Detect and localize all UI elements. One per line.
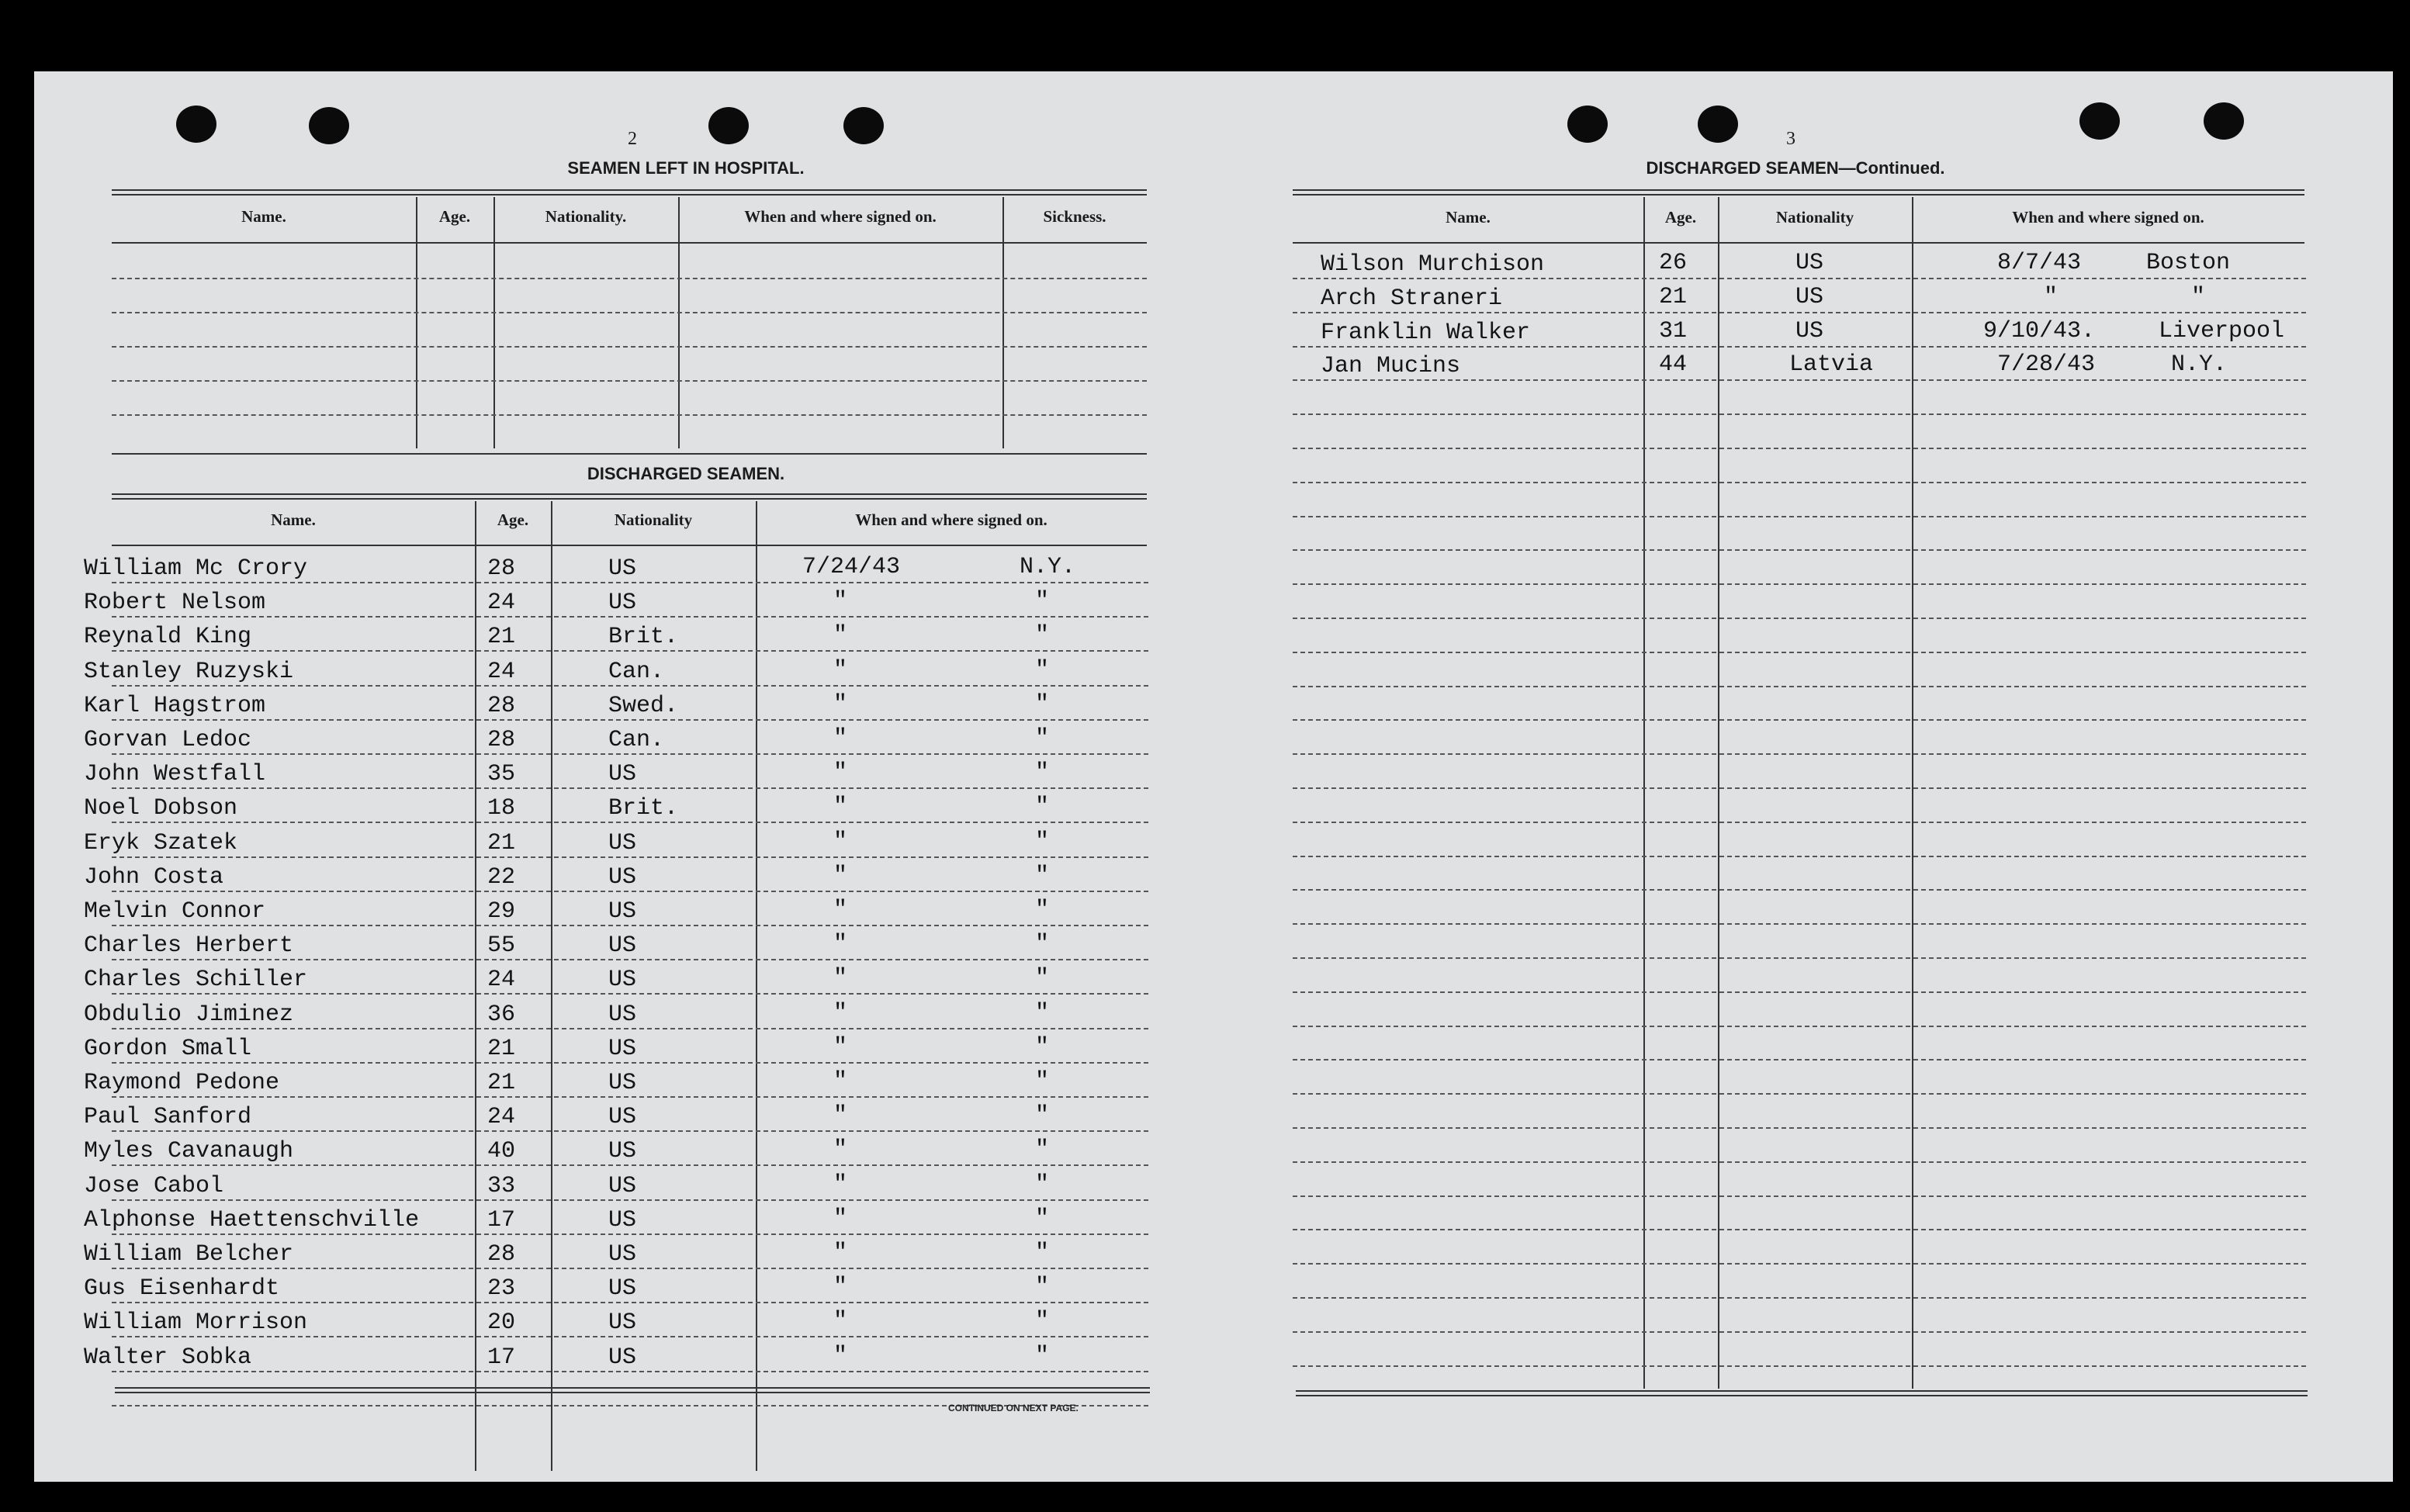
row-rule	[1293, 719, 2306, 721]
signed-on-date: "	[833, 759, 848, 786]
row-rule	[1293, 652, 2306, 653]
row-rule	[1293, 482, 2306, 483]
discharged-header-name: Name.	[271, 510, 316, 529]
signed-on-date: "	[2044, 284, 2059, 310]
row-rule	[112, 856, 1148, 858]
row-rule	[112, 925, 1148, 926]
row-rule	[1293, 618, 2306, 619]
row-rule	[112, 685, 1148, 687]
seaman-name: John Costa	[84, 864, 224, 891]
hospital-header-name: Name.	[241, 207, 286, 226]
row-rule	[1293, 686, 2306, 687]
row-rule	[1293, 549, 2306, 551]
signed-on-place: "	[1035, 1343, 1050, 1369]
row-rule	[1293, 278, 2306, 279]
signed-on-place: "	[1035, 965, 1050, 991]
row-rule	[1293, 889, 2306, 891]
seaman-name: William Mc Crory	[84, 555, 308, 582]
seaman-name: Myles Cavanaugh	[84, 1138, 294, 1164]
signed-on-place: "	[1035, 1206, 1050, 1232]
seaman-nationality: US	[608, 1104, 637, 1130]
signed-on-date: "	[833, 829, 848, 855]
seaman-nationality: US	[1795, 250, 1824, 276]
discharged-header-age: Age.	[497, 510, 529, 529]
seaman-name: Arch Straneri	[1321, 285, 1503, 312]
seaman-age: 26	[1659, 250, 1688, 276]
signed-on-date: "	[833, 1240, 848, 1266]
signed-on-place: "	[1035, 1068, 1050, 1095]
seaman-name: Alphonse Haettenschville	[84, 1207, 420, 1233]
seaman-nationality: Latvia	[1789, 351, 1874, 378]
seaman-name: Franklin Walker	[1321, 320, 1531, 346]
signed-on-place: "	[1035, 1102, 1050, 1129]
row-rule	[1293, 1365, 2306, 1367]
seaman-age: 21	[487, 1070, 516, 1096]
row-rule	[112, 616, 1148, 618]
row-rule	[1293, 787, 2306, 789]
row-rule	[1293, 856, 2306, 857]
signed-on-date: "	[833, 691, 848, 718]
row-rule	[112, 1336, 1148, 1337]
continued-header-age: Age.	[1664, 208, 1697, 227]
signed-on-place: "	[1035, 863, 1050, 889]
hospital-header-sickness: Sickness.	[1043, 207, 1106, 226]
hospital-header-nationality: Nationality.	[545, 207, 627, 226]
row-rule	[112, 1268, 1148, 1269]
discharged-section-title: DISCHARGED SEAMEN.	[587, 464, 785, 483]
signed-on-place: "	[1035, 1171, 1050, 1198]
ledger-sheet	[34, 71, 2393, 1482]
signed-on-date: "	[833, 863, 848, 889]
seaman-nationality: US	[1795, 318, 1824, 344]
signed-on-place: N.Y.	[2171, 351, 2228, 378]
seaman-name: Raymond Pedone	[84, 1070, 280, 1096]
row-rule	[1293, 957, 2306, 959]
seaman-age: 33	[487, 1173, 516, 1199]
signed-on-date: "	[833, 794, 848, 820]
seaman-nationality: Can.	[608, 727, 665, 753]
continued-header-signed-on: When and where signed on.	[2012, 208, 2204, 227]
seaman-age: 40	[487, 1138, 516, 1164]
signed-on-place: Boston	[2146, 250, 2231, 276]
signed-on-place: "	[1035, 1274, 1050, 1300]
signed-on-place: N.Y.	[1020, 554, 1076, 580]
seaman-age: 35	[487, 761, 516, 787]
seaman-age: 55	[487, 932, 516, 959]
seaman-nationality: US	[1795, 284, 1824, 310]
signed-on-date: "	[833, 897, 848, 923]
seaman-age: 36	[487, 1002, 516, 1028]
signed-on-place: "	[1035, 897, 1050, 923]
signed-on-place: "	[1035, 759, 1050, 786]
signed-on-date: "	[833, 1171, 848, 1198]
seaman-name: Wilson Murchison	[1321, 251, 1545, 278]
signed-on-date: "	[833, 1034, 848, 1060]
row-rule	[112, 1028, 1148, 1029]
row-rule	[112, 1062, 1148, 1064]
row-rule	[112, 959, 1148, 960]
seaman-age: 24	[487, 1104, 516, 1130]
seaman-age: 21	[487, 1036, 516, 1062]
seaman-name: Karl Hagstrom	[84, 693, 266, 719]
row-rule	[1293, 1127, 2306, 1129]
seaman-nationality: US	[608, 898, 637, 925]
seaman-nationality: US	[608, 761, 637, 787]
signed-on-place: "	[2191, 284, 2206, 310]
row-rule	[112, 1371, 1148, 1372]
seaman-name: Eryk Szatek	[84, 830, 238, 856]
page-number: 3	[1786, 129, 1795, 149]
signed-on-date: "	[833, 657, 848, 683]
seaman-nationality: US	[608, 1036, 637, 1062]
row-rule	[1293, 1263, 2306, 1265]
seaman-nationality: Can.	[608, 659, 665, 685]
row-rule	[1293, 583, 2306, 585]
punch-hole	[2079, 102, 2120, 140]
discharged-header-signed-on: When and where signed on.	[855, 510, 1047, 529]
discharged-continued-title: DISCHARGED SEAMEN—Continued.	[1646, 158, 1945, 178]
row-rule	[112, 993, 1148, 995]
signed-on-place: "	[1035, 1308, 1050, 1334]
row-rule	[112, 891, 1148, 892]
seaman-age: 24	[487, 659, 516, 685]
seaman-age: 21	[487, 830, 516, 856]
row-rule	[1293, 346, 2306, 348]
signed-on-date: 9/10/43.	[1983, 318, 2096, 344]
punch-hole	[309, 107, 349, 144]
signed-on-place: "	[1035, 588, 1050, 614]
seaman-age: 31	[1659, 318, 1688, 344]
row-rule	[1293, 753, 2306, 755]
seaman-nationality: US	[608, 1310, 637, 1336]
signed-on-date: "	[833, 588, 848, 614]
seaman-nationality: US	[608, 1207, 637, 1233]
seaman-age: 21	[487, 624, 516, 650]
row-rule	[112, 719, 1148, 721]
punch-hole	[176, 106, 216, 143]
seaman-nationality: US	[608, 1344, 637, 1371]
page-number: 2	[628, 129, 637, 149]
seaman-name: Gus Eisenhardt	[84, 1275, 280, 1302]
seaman-name: Gorvan Ledoc	[84, 727, 252, 753]
hospital-section-title: SEAMEN LEFT IN HOSPITAL.	[567, 158, 805, 178]
row-rule	[1293, 1297, 2306, 1299]
discharged-header-nationality: Nationality	[614, 510, 693, 529]
seaman-age: 20	[487, 1310, 516, 1336]
signed-on-place: "	[1035, 691, 1050, 718]
signed-on-date: "	[833, 1343, 848, 1369]
row-rule	[1293, 822, 2306, 823]
row-rule	[1293, 1059, 2306, 1060]
seaman-age: 21	[1659, 284, 1688, 310]
seaman-name: Walter Sobka	[84, 1344, 252, 1371]
seaman-name: Jose Cabol	[84, 1173, 224, 1199]
row-rule	[1293, 923, 2306, 925]
signed-on-place: "	[1035, 1000, 1050, 1026]
signed-on-date: "	[833, 725, 848, 752]
seaman-name: William Morrison	[84, 1310, 308, 1336]
row-rule	[112, 1199, 1148, 1201]
signed-on-place: "	[1035, 829, 1050, 855]
row-rule	[112, 822, 1148, 823]
hospital-header-age: Age.	[438, 207, 471, 226]
signed-on-date: 7/28/43	[1997, 351, 2096, 378]
punch-hole	[708, 107, 749, 144]
signed-on-place: "	[1035, 931, 1050, 957]
seaman-name: Paul Sanford	[84, 1104, 252, 1130]
seaman-nationality: US	[608, 1002, 637, 1028]
signed-on-place: "	[1035, 794, 1050, 820]
punch-hole	[2204, 102, 2244, 140]
seaman-nationality: US	[608, 1275, 637, 1302]
seaman-age: 23	[487, 1275, 516, 1302]
row-rule	[1293, 516, 2306, 517]
seaman-age: 22	[487, 864, 516, 891]
seaman-nationality: US	[608, 1241, 637, 1268]
signed-on-date: "	[833, 1308, 848, 1334]
continued-header-name: Name.	[1446, 208, 1491, 227]
signed-on-place: "	[1035, 657, 1050, 683]
row-rule	[1293, 1026, 2306, 1027]
signed-on-date: "	[833, 622, 848, 649]
punch-hole	[1698, 106, 1738, 143]
row-rule	[112, 1164, 1148, 1166]
seaman-age: 28	[487, 693, 516, 719]
seaman-name: Robert Nelsom	[84, 590, 266, 616]
seaman-age: 24	[487, 590, 516, 616]
row-rule	[112, 1130, 1148, 1132]
continued-note: CONTINUED ON NEXT PAGE.	[948, 1403, 1079, 1413]
row-rule	[1293, 448, 2306, 449]
seaman-name: William Belcher	[84, 1241, 294, 1268]
row-rule	[1293, 991, 2306, 993]
punch-hole	[843, 107, 884, 144]
seaman-age: 24	[487, 967, 516, 993]
seaman-nationality: US	[608, 590, 637, 616]
row-rule	[1293, 413, 2306, 415]
row-rule	[112, 787, 1148, 789]
row-rule	[1293, 312, 2306, 313]
signed-on-place: "	[1035, 1034, 1050, 1060]
seaman-nationality: US	[608, 1173, 637, 1199]
signed-on-date: "	[833, 1206, 848, 1232]
seaman-nationality: Brit.	[608, 795, 679, 822]
signed-on-place: "	[1035, 1240, 1050, 1266]
seaman-age: 44	[1659, 351, 1688, 378]
row-rule	[1293, 1331, 2306, 1333]
seaman-age: 17	[487, 1207, 516, 1233]
row-rule	[1293, 1229, 2306, 1230]
seaman-age: 28	[487, 727, 516, 753]
signed-on-date: "	[833, 1068, 848, 1095]
row-rule	[112, 1302, 1148, 1303]
signed-on-place: Liverpool	[2159, 318, 2285, 344]
seaman-nationality: US	[608, 830, 637, 856]
signed-on-date: "	[833, 931, 848, 957]
seaman-nationality: Brit.	[608, 624, 679, 650]
signed-on-date: "	[833, 1137, 848, 1163]
seaman-name: Noel Dobson	[84, 795, 238, 822]
row-rule	[1293, 1161, 2306, 1163]
seaman-nationality: Swed.	[608, 693, 679, 719]
row-rule	[1293, 1195, 2306, 1197]
seaman-name: Stanley Ruzyski	[84, 659, 294, 685]
seaman-name: Obdulio Jiminez	[84, 1002, 294, 1028]
seaman-name: Charles Schiller	[84, 967, 308, 993]
row-rule	[112, 1233, 1148, 1235]
signed-on-date: 8/7/43	[1997, 250, 2082, 276]
signed-on-date: "	[833, 1102, 848, 1129]
row-rule	[112, 1096, 1148, 1098]
seaman-age: 28	[487, 555, 516, 582]
seaman-nationality: US	[608, 864, 637, 891]
signed-on-date: "	[833, 1274, 848, 1300]
signed-on-date: "	[833, 965, 848, 991]
row-rule	[1293, 379, 2306, 381]
signed-on-date: 7/24/43	[802, 554, 901, 580]
seaman-age: 18	[487, 795, 516, 822]
seaman-name: Reynald King	[84, 624, 252, 650]
punch-hole	[1567, 106, 1608, 143]
row-rule	[112, 753, 1148, 755]
signed-on-place: "	[1035, 725, 1050, 752]
seaman-age: 29	[487, 898, 516, 925]
seaman-name: Melvin Connor	[84, 898, 266, 925]
signed-on-place: "	[1035, 1137, 1050, 1163]
seaman-age: 17	[487, 1344, 516, 1371]
seaman-name: Gordon Small	[84, 1036, 252, 1062]
seaman-age: 28	[487, 1241, 516, 1268]
row-rule	[112, 582, 1148, 583]
hospital-header-signed-on: When and where signed on.	[744, 207, 937, 226]
row-rule	[112, 650, 1148, 652]
seaman-name: Jan Mucins	[1321, 353, 1461, 379]
seaman-nationality: US	[608, 967, 637, 993]
seaman-nationality: US	[608, 1138, 637, 1164]
continued-header-nationality: Nationality	[1775, 208, 1854, 227]
seaman-name: Charles Herbert	[84, 932, 294, 959]
signed-on-place: "	[1035, 622, 1050, 649]
seaman-name: John Westfall	[84, 761, 266, 787]
seaman-nationality: US	[608, 932, 637, 959]
signed-on-date: "	[833, 1000, 848, 1026]
seaman-nationality: US	[608, 555, 637, 582]
seaman-nationality: US	[608, 1070, 637, 1096]
row-rule	[1293, 1093, 2306, 1095]
